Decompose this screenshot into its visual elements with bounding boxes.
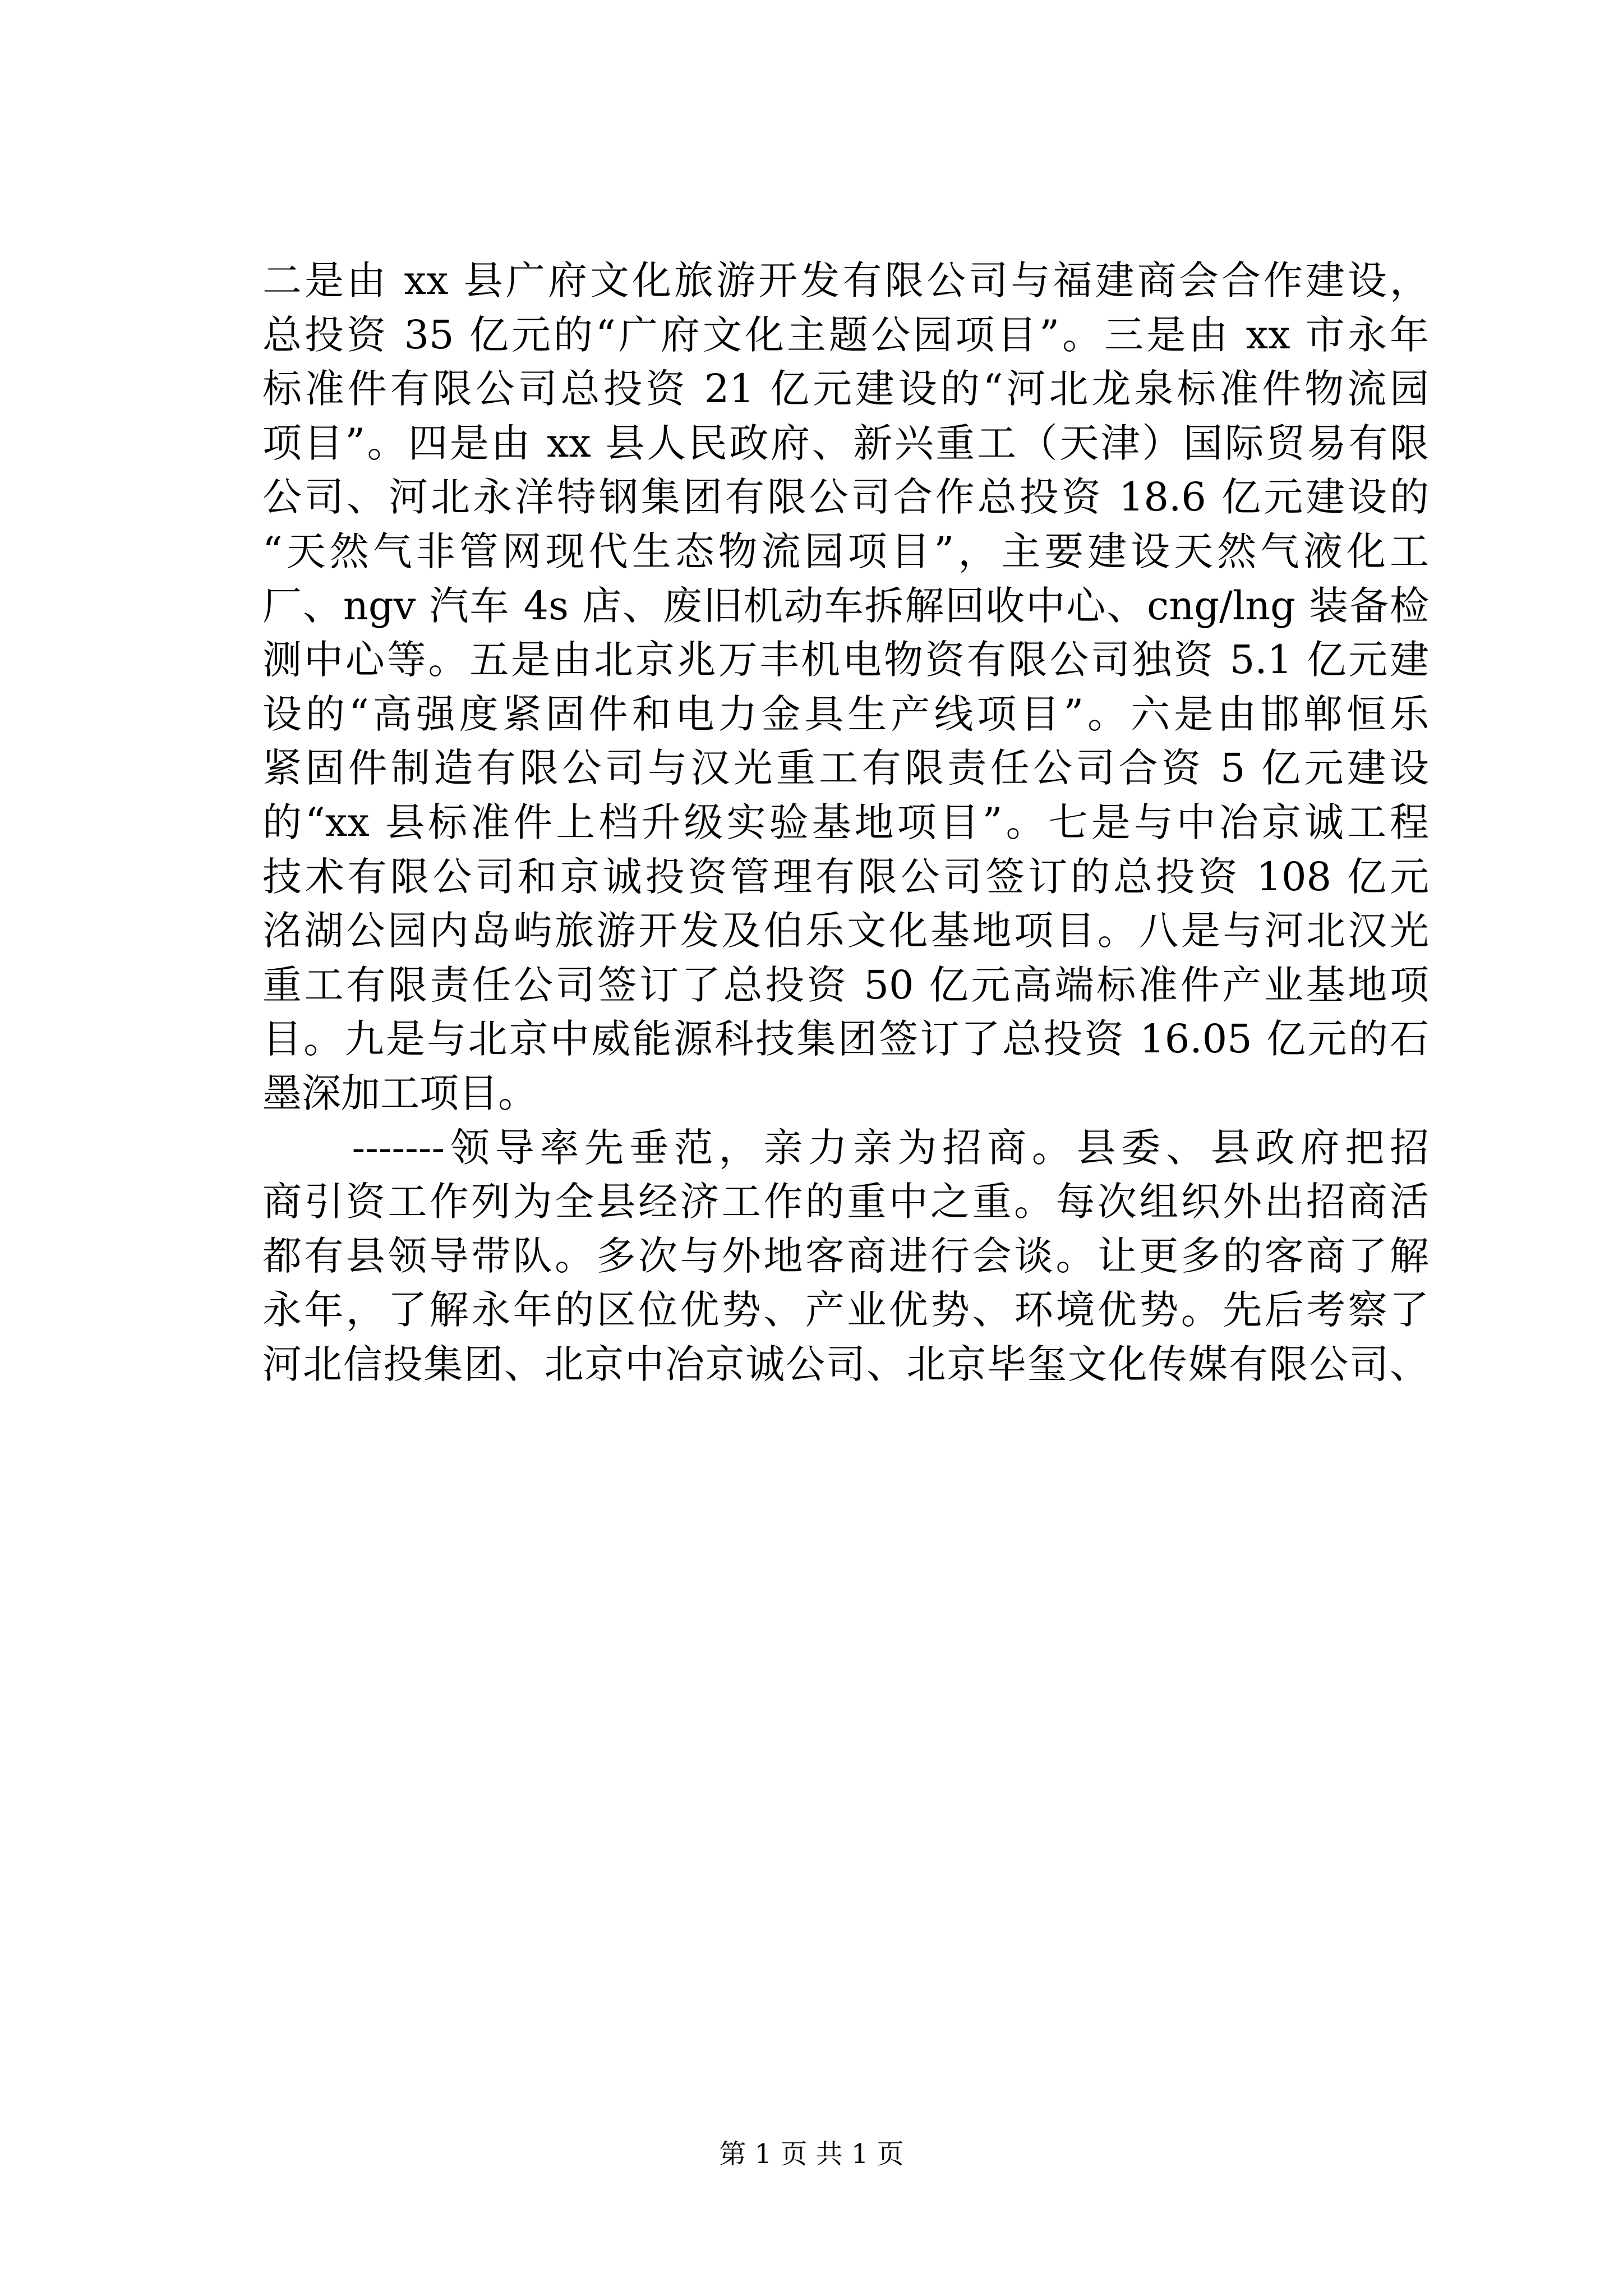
text-line: 的“xx 县标准件上档升级实验基地项目”。七是与中冶京诚工程 xyxy=(262,799,1429,845)
text-line: 河北信投集团、北京中冶京诚公司、北京毕玺文化传媒有限公司、 xyxy=(262,1341,1429,1387)
text-line-paragraph-start: -------领导率先垂范，亲力亲为招商。县委、县政府把招 xyxy=(262,1124,1429,1171)
document-body xyxy=(262,254,1429,1391)
text-line: 永年，了解永年的区位优势、产业优势、环境优势。先后考察了 xyxy=(262,1287,1429,1333)
text-line: 都有县领导带队。多次与外地客商进行会谈。让更多的客商了解 xyxy=(262,1232,1429,1279)
text-line: 紧固件制造有限公司与汉光重工有限责任公司合资 5 亿元建设 xyxy=(262,745,1429,792)
text-line: 公司、河北永洋特钢集团有限公司合作总投资 18.6 亿元建设的 xyxy=(262,474,1429,521)
text-line-paragraph-end: 墨深加工项目。 xyxy=(262,1070,537,1116)
text-line: 洺湖公园内岛屿旅游开发及伯乐文化基地项目。八是与河北汉光 xyxy=(262,908,1429,954)
text-line: 商引资工作列为全县经济工作的重中之重。每次组织外出招商活 xyxy=(262,1179,1429,1225)
text-line: 二是由 xx 县广府文化旅游开发有限公司与福建商会合作建设， xyxy=(262,257,1429,303)
text-line: 目。九是与北京中威能源科技集团签订了总投资 16.05 亿元的石 xyxy=(262,1016,1429,1062)
text-line: “天然气非管网现代生态物流园项目”，主要建设天然气液化工 xyxy=(262,528,1429,574)
page-footer: 第 1 页 共 1 页 xyxy=(719,2138,904,2170)
text-line: 厂、ngv 汽车 4s 店、废旧机动车拆解回收中心、cng/lng 装备检 xyxy=(262,582,1429,629)
text-line: 测中心等。五是由北京兆万丰机电物资有限公司独资 5.1 亿元建 xyxy=(262,637,1429,683)
text-line: 技术有限公司和京诚投资管理有限公司签订的总投资 108 亿元 xyxy=(262,853,1429,900)
text-line: 重工有限责任公司签订了总投资 50 亿元高端标准件产业基地项 xyxy=(262,961,1429,1008)
text-line: 总投资 35 亿元的“广府文化主题公园项目”。三是由 xx 市永年 xyxy=(262,311,1429,358)
text-line: 项目”。四是由 xx 县人民政府、新兴重工（天津）国际贸易有限 xyxy=(262,420,1429,466)
text-line: 标准件有限公司总投资 21 亿元建设的“河北龙泉标准件物流园 xyxy=(262,366,1429,412)
text-line: 设的“高强度紧固件和电力金具生产线项目”。六是由邯郸恒乐 xyxy=(262,691,1429,737)
